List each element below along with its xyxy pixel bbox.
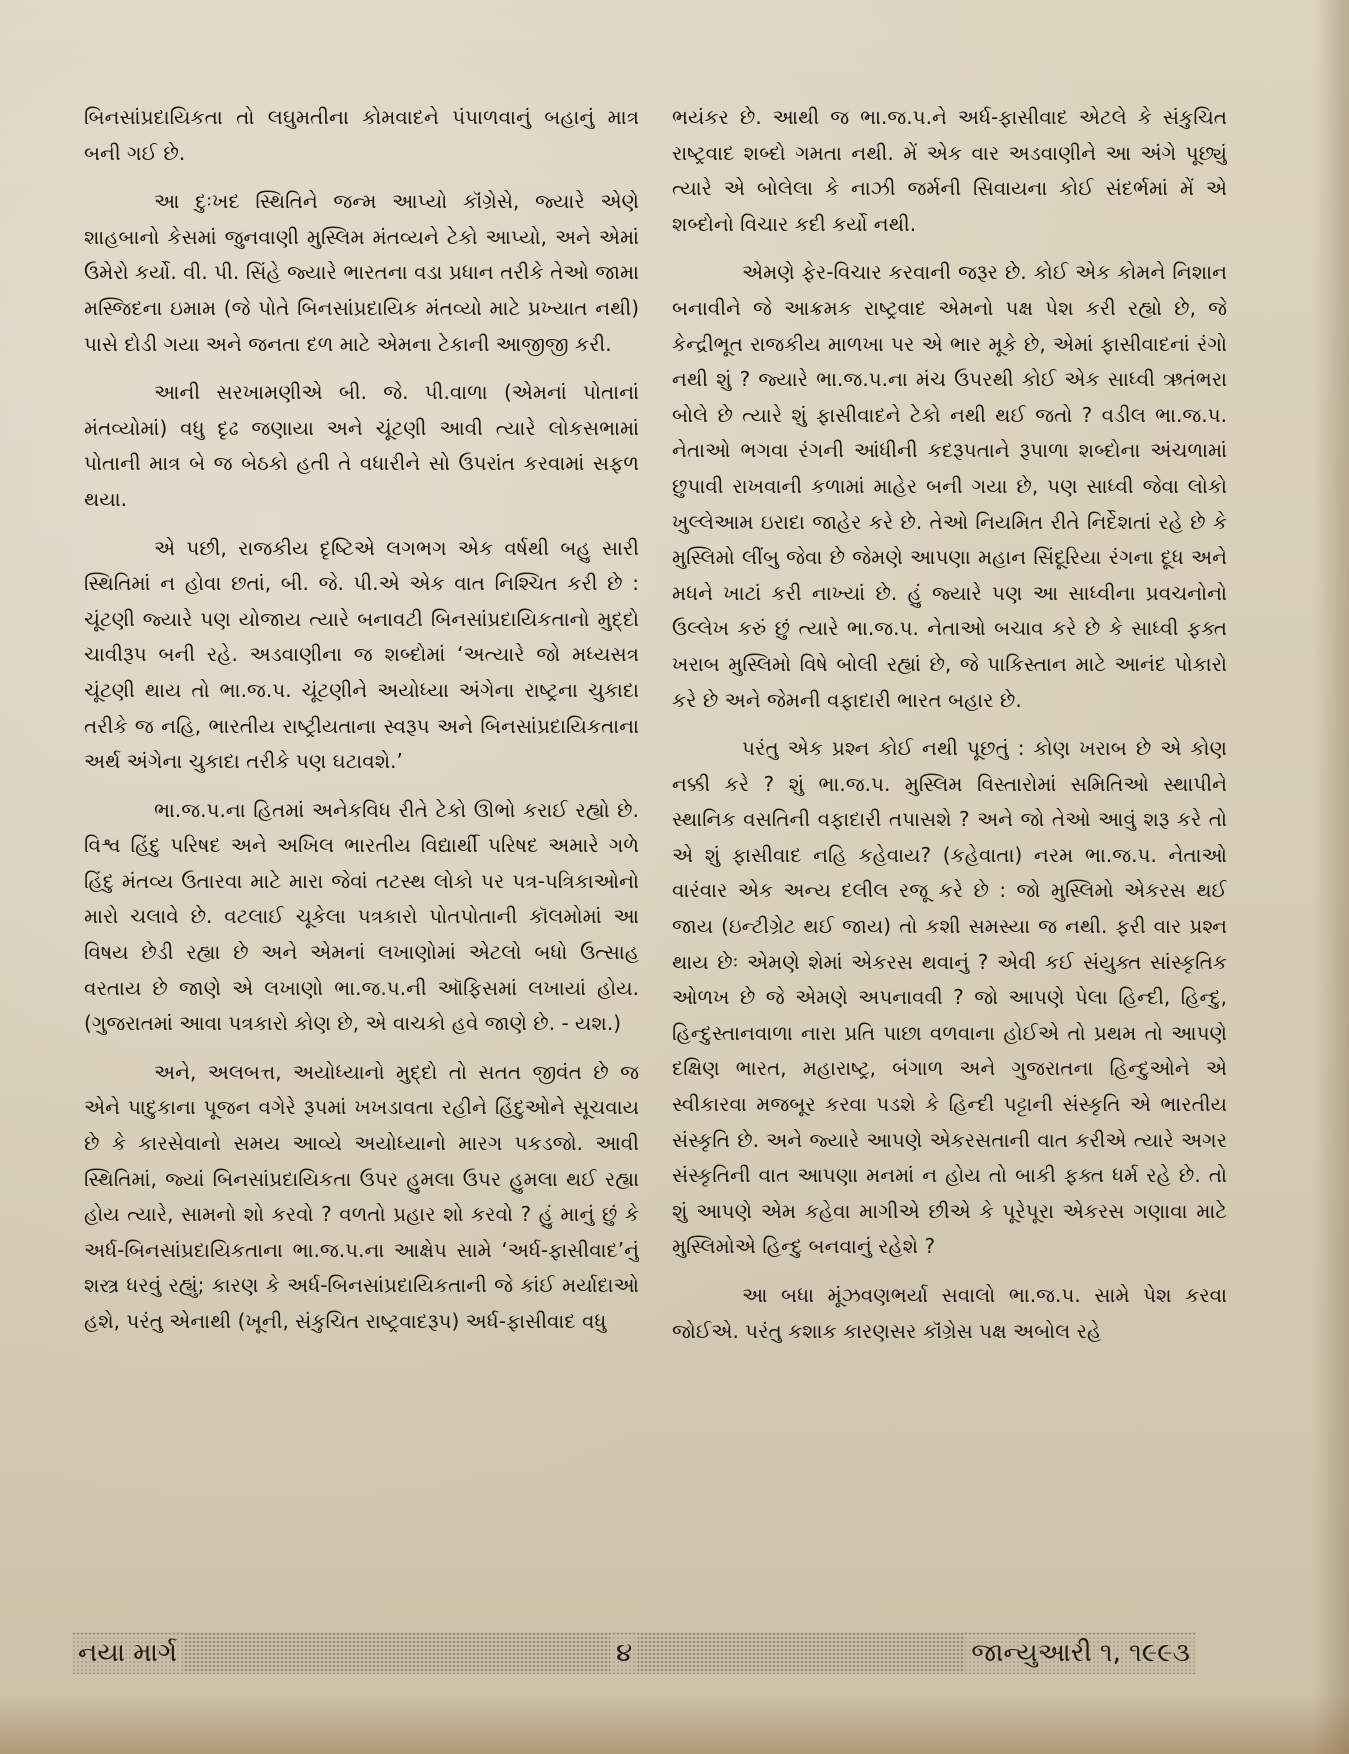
paragraph: બિનસાંપ્રદાયિકતા તો લઘુમતીના કોમવાદને પંપાળવાનું બહાનું માત્ર બની ગઈ છે. (84, 105, 639, 165)
paragraph: પરંતુ એક પ્રશ્ન કોઈ નથી પૂછતું : કોણ ખરાબ છે એ કોણ નક્કી કરે ? શું ભા.જ.પ. મુસ્લિમ વિસ્તારોમાં સમિતિઓ સ્થાપીને સ્થાનિક વસતિની વફાદારી તપાસશે ? અને જો તેઓ આવું શરૂ કરે તો એ શું ફાસીવાદ નહિ કહેવાય? (કહેવાતા) નરમ ભા.જ.પ. નેતાઓ વારંવાર એક અન્ય દલીલ રજૂ કરે છે : જો મુસ્લિમો એકરસ થઈ જાય (ઇન્ટીગ્રેટ થઈ જાય) તો કશી સમસ્યા જ નથી. ફરી વાર પ્રશ્ન થાય છેઃ એમણે શેમાં એકરસ થવાનું ? એવી કઈ સંયુક્ત સાંસ્કૃતિક ઓળખ છે જે એમણે અપનાવવી ? જો આપણે પેલા હિન્દી, હિન્દુ, હિન્દુસ્તાનવાળા નારા પ્રતિ પાછા વળવાના હોઈએ તો પ્રથમ તો આપણે દક્ષિણ ભારત, મહારાષ્ટ્ર, બંગાળ અને ગુજરાતના હિન્દુઓને એ સ્વીકારવા મજબૂર કરવા પડશે કે હિન્દી પટ્ટાની સંસ્કૃતિ એ ભારતીય સંસ્કૃતિ છે. અને જ્યારે આપણે એકરસતાની વાત કરીએ ત્યારે અગર સંસ્કૃતિની વાત આપણા મનમાં ન હોય તો બાકી ફક્ત ધર્મ રહે છે. તો શું આપણે એમ કહેવા માગીએ છીએ કે પૂરેપૂરા એકરસ ગણાવા માટે મુસ્લિમોએ હિન્દુ બનવાનું રહેશે ? (672, 736, 1227, 1259)
paragraph: આની સરખામણીએ બી. જે. પી.વાળા (એમનાં પોતાનાં મંતવ્યોમાં) વધુ દૃઢ જણાયા અને ચૂંટણી આવી ત્યારે લોકસભામાં પોતાની માત્ર બે જ બેઠકો હતી તે વધારીને સો ઉપરાંત કરવામાં સફળ થયા. (84, 380, 639, 511)
paragraph: અને, અલબત્ત, અયોધ્યાનો મુદ્દો તો સતત જીવંત છે જ એને પાદુકાના પૂજન વગેરે રૂપમાં ખખડાવતા રહીને હિંદુઓને સૂચવાય છે કે કારસેવાનો સમય આવ્યે અયોધ્યાનો મારગ પકડજો. આવી સ્થિતિમાં, જ્યાં બિનસાંપ્રદાયિકતા ઉપર હુમલા ઉપર હુમલા થઈ રહ્યા હોય ત્યારે, સામનો શો કરવો ? વળતો પ્રહાર શો કરવો ? હું માનું છું કે અર્ધ-બિનસાંપ્રદાયિકતાના ભા.જ.પ.ના આક્ષેપ સામે ‘અર્ધ-ફાસીવાદ’નું શસ્ત્ર ધરવું રહ્યું; કારણ કે અર્ધ-બિનસાંપ્રદાયિકતાની જે કાંઈ મર્યાદાઓ હશે, પરંતુ એનાથી (ખૂની, સંકુચિત રાષ્ટ્રવાદરૂપ) અર્ધ-ફાસીવાદ વધુ (84, 1059, 639, 1333)
page-number: ૪ (610, 1634, 638, 1672)
left-column (84, 100, 639, 1622)
paragraph: આ દુઃખદ સ્થિતિને જન્મ આપ્યો કૉંગ્રેસે, જ્યારે એણે શાહબાનો કેસમાં જુનવાણી મુસ્લિમ મંતવ્યને ટેકો આપ્યો, અને એમાં ઉમેરો કર્યો. વી. પી. સિંહે જ્યારે ભારતના વડા પ્રધાન તરીકે તેઓ જામા મસ્જિદના ઇમામ (જે પોતે બિનસાંપ્રદાયિક મંતવ્યો માટે પ્રખ્યાત નથી) પાસે દોડી ગયા અને જનતા દળ માટે એમના ટેકાની આજીજી કરી. (84, 189, 639, 356)
paragraph: એ પછી, રાજકીય દૃષ્ટિએ લગભગ એક વર્ષથી બહુ સારી સ્થિતિમાં ન હોવા છતાં, બી. જે. પી.એ એક વાત નિશ્ચિત કરી છે : ચૂંટણી જ્યારે પણ યોજાય ત્યારે બનાવટી બિનસાંપ્રદાયિકતાનો મુદ્દો ચાવીરૂપ બની રહે. અડવાણીના જ શબ્દોમાં ‘અત્યારે જો મધ્યસત્ર ચૂંટણી થાય તો ભા.જ.પ. ચૂંટણીને અયોધ્યા અંગેના રાષ્ટ્રના ચુકાદા તરીકે જ નહિ, ભારતીય રાષ્ટ્રીયતાના સ્વરૂપ અને બિનસાંપ્રદાયિકતાના અર્થ અંગેના ચુકાદા તરીકે પણ ઘટાવશે.’ (84, 535, 639, 774)
paragraph: ભયંકર છે. આથી જ ભા.જ.પ.ને અર્ધ-ફાસીવાદ એટલે કે સંકુચિત રાષ્ટ્રવાદ શબ્દો ગમતા નથી. મેં એક વાર અડવાણીને આ અંગે પૂછ્યું ત્યારે એ બોલેલા કે નાઝી જર્મની સિવાયના કોઈ સંદર્ભમાં મેં એ શબ્દોનો વિચાર કદી કર્યો નથી. (672, 105, 1227, 236)
paper-edge-shadow (1313, 0, 1349, 1754)
page-footer (72, 1632, 1196, 1674)
paper-bottom-stain (0, 1694, 1349, 1754)
issue-date: જાન્યુઆરી ૧, ૧૯૯૩ (965, 1634, 1196, 1672)
paragraph: આ બધા મૂંઝવણભર્યા સવાલો ભા.જ.પ. સામે પેશ કરવા જોઈએ. પરંતુ કશાક કારણસર કૉંગ્રેસ પક્ષ અબોલ રહે (672, 1283, 1227, 1343)
magazine-name: નયા માર્ગ (72, 1634, 183, 1672)
right-column (672, 100, 1227, 1622)
paragraph: ભા.જ.પ.ના હિતમાં અનેકવિધ રીતે ટેકો ઊભો કરાઈ રહ્યો છે. વિશ્વ હિંદુ પરિષદ અને અખિલ ભારતીય વિદ્યાર્થી પરિષદ અમારે ગળે હિંદુ મંતવ્ય ઉતારવા માટે મારા જેવાં તટસ્થ લોકો પર પત્ર-પત્રિકાઓનો મારો ચલાવે છે. વટલાઈ ચૂકેલા પત્રકારો પોતપોતાની કૉલમોમાં આ વિષય છેડી રહ્યા છે અને એમનાં લખાણોમાં એટલો બધો ઉત્સાહ વરતાય છે જાણે એ લખાણો ભા.જ.પ.ની ઑફિસમાં લખાયાં હોય. (ગુજરાતમાં આવા પત્રકારો કોણ છે, એ વાચકો હવે જાણે છે. - યશ.) (84, 797, 639, 1036)
paragraph: એમણે ફેર-વિચાર કરવાની જરૂર છે. કોઈ એક કોમને નિશાન બનાવીને જે આક્રમક રાષ્ટ્રવાદ એમનો પક્ષ પેશ કરી રહ્યો છે, જે કેન્દ્રીભૂત રાજકીય માળખા પર એ ભાર મૂકે છે, એમાં ફાસીવાદનાં રંગો નથી શું ? જ્યારે ભા.જ.પ.ના મંચ ઉપરથી કોઈ એક સાધ્વી ઋતંભરા બોલે છે ત્યારે શું ફાસીવાદને ટેકો નથી થઈ જતો ? વડીલ ભા.જ.પ. નેતાઓ ભગવા રંગની આંધીની કદરૂપતાને રૂપાળા શબ્દોના અંચળામાં છુપાવી રાખવાની કળામાં માહેર બની ગયા છે, પણ સાધ્વી જેવા લોકો ખુલ્લેઆમ ઇરાદા જાહેર કરે છે. તેઓ નિયમિત રીતે નિર્દેશતાં રહે છે કે મુસ્લિમો લીંબુ જેવા છે જેમણે આપણા મહાન સિંદૂરિયા રંગના દૂધ અને મધને ખાટાં કરી નાખ્યાં છે. હું જ્યારે પણ આ સાધ્વીના પ્રવચનોનો ઉલ્લેખ કરું છું ત્યારે ભા.જ.પ. નેતાઓ બચાવ કરે છે કે સાધ્વી ફક્ત ખરાબ મુસ્લિમો વિષે બોલી રહ્યાં છે, જે પાકિસ્તાન માટે આનંદ પોકારો કરે છે અને જેમની વફાદારી ભારત બહાર છે. (672, 260, 1227, 712)
